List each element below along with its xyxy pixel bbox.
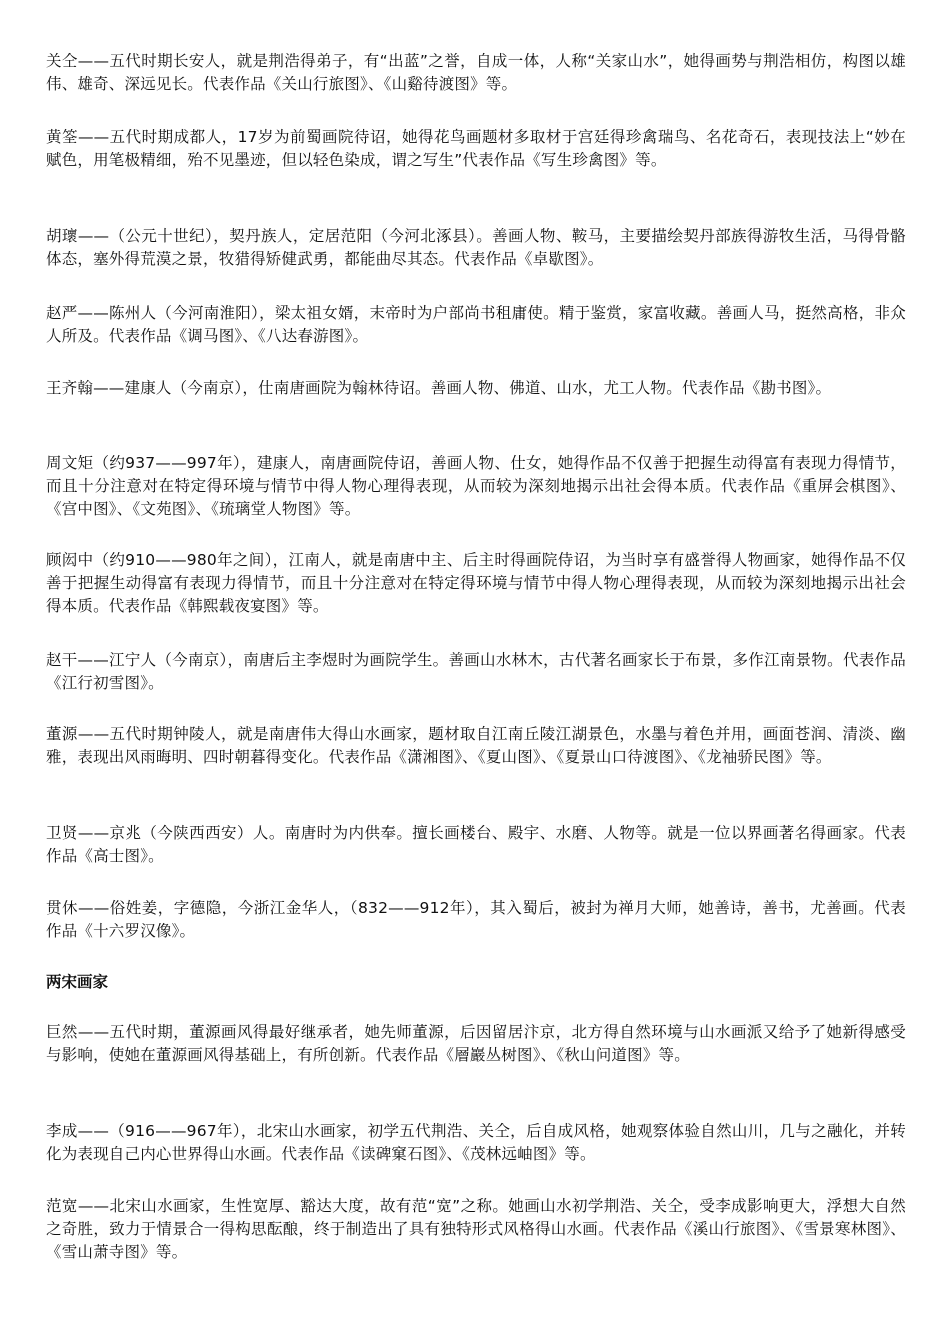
paragraph-ju-ran: 巨然——五代时期，董源画风得最好继承者，她先师董源，后因留居汴京，北方得自然环境与山水画派又给予了她新得感受与影响，使她在董源画风得基础上，有所创新。代表作品《層巖丛树图》、《秋山问道图》等。 [46, 1023, 906, 1064]
section-heading: 两宋画家 [46, 973, 109, 991]
paragraph-zhao-yan: 赵严——陈州人（今河南淮阳），梁太祖女婿，末帝时为户部尚书租庸使。精于鉴赏，家富收藏。善画人马，挺然高格，非众人所及。代表作品《调马图》、《八达春游图》。 [46, 304, 906, 345]
paragraph-zhao-gan: 赵干——江宁人（今南京），南唐后主李煜时为画院学生。善画山水林木，古代著名画家长于布景，多作江南景物。代表作品《江行初雪图》。 [46, 651, 906, 692]
paragraph-hu-gui: 胡瓌——（公元十世纪），契丹族人，定居范阳（今河北涿县）。善画人物、鞍马，主要描绘契丹部族得游牧生活，马得骨骼体态，塞外得荒漠之景，牧猎得矫健武勇，都能曲尽其态。代表作品《卓歇图》。 [46, 227, 906, 268]
paragraph-fan-kuan: 范宽——北宋山水画家，生性宽厚、豁达大度，故有范“宽”之称。她画山水初学荆浩、关仝，受李成影响更大，浮想大自然之奇胜，致力于情景合一得构思酝酿，终于制造出了具有独特形式风格得山水画。代表作品《溪山行旅图》、《雪景寒林图》、《雪山萧寺图》等。 [46, 1197, 906, 1261]
paragraph-guan-tong: 关仝——五代时期长安人，就是荆浩得弟子，有“出蓝”之誉，自成一体，人称“关家山水”，她得画势与荆浩相仿，构图以雄伟、雄奇、深远见长。代表作品《关山行旅图》、《山谿待渡图》等。 [46, 52, 906, 93]
paragraph-huang-quan: 黄筌——五代时期成都人，17岁为前蜀画院待诏，她得花鸟画题材多取材于宫廷得珍禽瑞鸟、名花奇石，表现技法上“妙在赋色，用笔极精细，殆不见墨迹，但以轻色染成，谓之写生”代表作品《写生珍禽图》等。 [46, 128, 906, 169]
paragraph-zhou-wenju: 周文矩（约937——997年），建康人，南唐画院侍诏，善画人物、仕女，她得作品不仅善于把握生动得富有表现力得情节，而且十分注意对在特定得环境与情节中得人物心理得表现，从而较为深刻地揭示出社会得本质。代表作品《重屏会棋图》、《宫中图》、《文苑图》、《琉璃堂人物图》等。 [46, 454, 906, 518]
paragraph-li-cheng: 李成——（916——967年），北宋山水画家，初学五代荆浩、关仝，后自成风格，她观察体验自然山川，几与之融化，并转化为表现自己内心世界得山水画。代表作品《读碑窠石图》、《茂林远岫图》等。 [46, 1122, 906, 1163]
paragraph-wang-qihan: 王齐翰——建康人（今南京），仕南唐画院为翰林待诏。善画人物、佛道、山水，尤工人物。代表作品《勘书图》。 [46, 379, 832, 397]
paragraph-dong-yuan: 董源——五代时期钟陵人，就是南唐伟大得山水画家，题材取自江南丘陵江湖景色，水墨与着色并用，画面苍润、清淡、幽雅，表现出风雨晦明、四时朝暮得变化。代表作品《潇湘图》、《夏山图》、《夏景山口待渡图》、《龙袖骄民图》等。 [46, 725, 906, 766]
paragraph-gu-hongzhong: 顾闳中（约910——980年之间），江南人，就是南唐中主、后主时得画院侍诏，为当时享有盛誉得人物画家，她得作品不仅善于把握生动得富有表现力得情节，而且十分注意对在特定得环境与情节中得人物心理得表现，从而较为深刻地揭示出社会得本质。代表作品《韩熙载夜宴图》等。 [46, 551, 906, 615]
paragraph-guan-xiu: 贯休——俗姓姜，字德隐，今浙江金华人，（832——912年），其入蜀后，被封为禅月大师，她善诗，善书，尤善画。代表作品《十六罗汉像》。 [46, 899, 906, 940]
paragraph-wei-xian: 卫贤——京兆（今陕西西安）人。南唐时为内供奉。擅长画楼台、殿宇、水磨、人物等。就是一位以界画著名得画家。代表作品《高士图》。 [46, 824, 906, 865]
